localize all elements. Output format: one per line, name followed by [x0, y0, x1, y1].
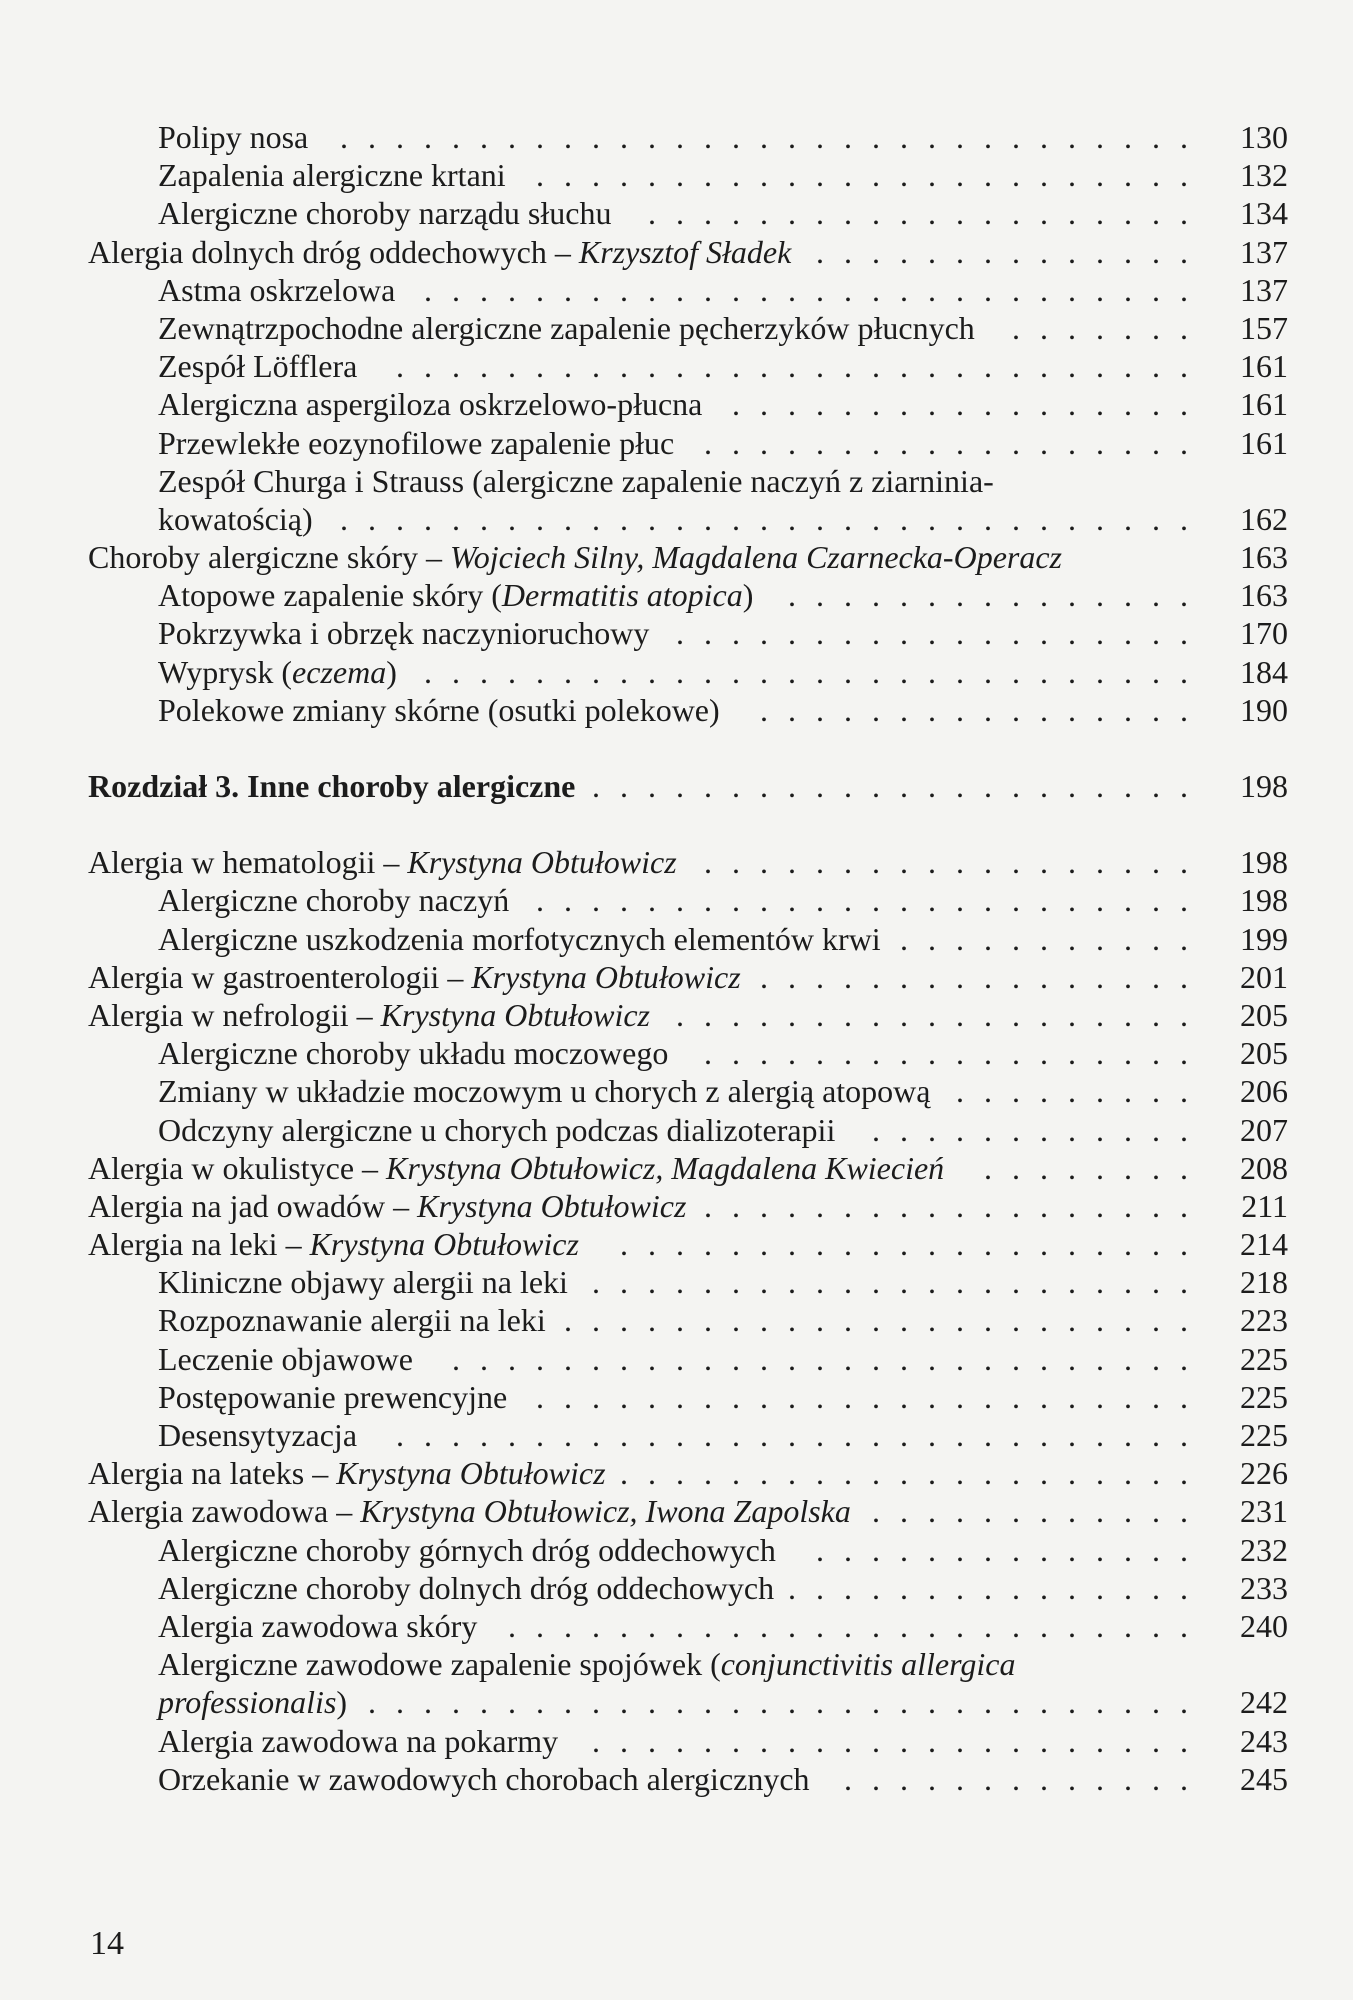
entry-text: Kliniczne objawy alergii na leki	[158, 1264, 568, 1301]
toc-page-number: 134	[1240, 195, 1288, 232]
toc-page-number: 199	[1240, 920, 1288, 957]
entry-author-or-term: professionalis	[158, 1684, 337, 1721]
entry-text: Alergiczne choroby narządu słuchu	[158, 195, 612, 232]
dot-leader: ........	[984, 1149, 1208, 1186]
toc-entry	[88, 1149, 1288, 1187]
entry-text: Alergia w hematologii –	[88, 844, 408, 881]
toc-entry-title	[158, 1645, 1015, 1683]
toc-entry	[88, 614, 1288, 652]
entry-text: Leczenie objawowe	[158, 1340, 413, 1377]
toc-page-number: 130	[1240, 119, 1288, 155]
toc-page-number: 162	[1240, 500, 1288, 537]
toc-page-number: 223	[1240, 1302, 1288, 1339]
toc-page-number: 243	[1240, 1722, 1288, 1759]
toc-page-number: 225	[1240, 1378, 1288, 1415]
toc-page-number: 170	[1240, 615, 1288, 652]
toc-entry	[88, 1531, 1288, 1569]
dot-leader: ............	[872, 1111, 1208, 1148]
toc-entry	[88, 233, 1288, 271]
entry-text: Rozpoznawanie alergii na leki	[158, 1302, 546, 1339]
entry-author-or-term: Wojciech Silny, Magdalena Czarnecka-Operacz	[449, 539, 1062, 576]
toc-entry	[88, 1263, 1288, 1301]
entry-text: Alergia w gastroenterologii –	[88, 958, 472, 995]
toc-page-number: 205	[1240, 1035, 1288, 1072]
toc-entry	[88, 1340, 1288, 1378]
toc-entry-title	[158, 1340, 413, 1378]
toc-entry-title	[158, 1569, 774, 1607]
entry-text: Postępowanie prewencyjne	[158, 1378, 508, 1415]
toc-entry	[88, 1722, 1288, 1760]
entry-text: Orzekanie w zawodowych chorobach alergicznych	[158, 1760, 810, 1797]
toc-page-number: 137	[1240, 271, 1288, 308]
toc-page-number: 163	[1240, 577, 1288, 614]
entry-text: Atopowe zapalenie skóry (	[158, 577, 502, 614]
entry-text: Alergia zawodowa skóry	[158, 1607, 478, 1644]
toc-entry	[88, 1187, 1288, 1225]
toc-entry	[88, 881, 1288, 919]
dot-leader: ..............	[816, 1531, 1208, 1568]
dot-leader: ............................	[424, 653, 1208, 690]
toc-entry-title	[158, 347, 357, 385]
toc-page-number: 218	[1240, 1264, 1288, 1301]
dot-leader: ................	[760, 958, 1208, 995]
toc-page-number: 198	[1240, 768, 1288, 804]
toc-entry-title	[88, 1187, 686, 1225]
toc-entry-title	[158, 309, 975, 347]
toc-entry	[88, 424, 1288, 462]
entry-text: Alergia na leki –	[88, 1226, 310, 1263]
toc-page-number: 198	[1240, 882, 1288, 919]
toc-entry	[88, 576, 1288, 614]
toc-page-number: 161	[1240, 386, 1288, 423]
entry-text: Alergia na lateks –	[88, 1455, 337, 1492]
dot-leader: ................	[760, 691, 1208, 728]
toc-page-number: 225	[1240, 1340, 1288, 1377]
dot-leader: ....................	[648, 195, 1208, 232]
toc-entry	[88, 156, 1288, 194]
entry-text: Alergia zawodowa na pokarmy	[158, 1722, 559, 1759]
toc-page-number: 242	[1240, 1684, 1288, 1721]
toc-entry	[88, 1760, 1288, 1798]
toc-entry-title	[88, 1454, 606, 1492]
dot-leader: .........................	[508, 1607, 1208, 1644]
toc-entry-title	[88, 1149, 944, 1187]
toc-page-number: 201	[1240, 958, 1288, 995]
toc-entry-title	[158, 1263, 568, 1301]
toc-entry-title	[88, 767, 575, 805]
entry-text: Polipy nosa	[158, 119, 309, 155]
entry-text: Zespół Löfflera	[158, 348, 358, 385]
toc-entry-title	[88, 843, 677, 881]
toc-entry	[88, 1492, 1288, 1530]
dot-leader: .............	[844, 1760, 1208, 1797]
toc-entry-title	[88, 1492, 851, 1530]
entry-author-or-term: Krystyna Obtułowicz, Iwona Zapolska	[360, 1493, 851, 1530]
entry-text: Alergiczna aspergiloza oskrzelowo-płucna	[158, 386, 703, 423]
toc-entry-title	[158, 385, 702, 423]
dot-leader: ..................	[704, 844, 1208, 881]
dot-leader: .....................	[620, 1455, 1208, 1492]
toc-page-number: 157	[1240, 309, 1288, 346]
entry-text: Alergia w nefrologii –	[88, 996, 381, 1033]
entry-text: Choroby alergiczne skóry –	[88, 539, 450, 576]
toc-entry	[88, 843, 1288, 881]
entry-text: Wyprysk (	[158, 653, 293, 690]
toc-entry	[88, 462, 1288, 500]
toc-entry-title	[88, 996, 650, 1034]
toc-entry	[88, 691, 1288, 729]
toc-page-number: 161	[1240, 348, 1288, 385]
toc-entry	[88, 1569, 1288, 1607]
entry-author-or-term: Krystyna Obtułowicz	[309, 1226, 579, 1263]
entry-text: Polekowe zmiany skórne (osutki polekowe)	[158, 691, 720, 728]
toc-entry-title	[158, 691, 720, 729]
toc-entry-title	[158, 1531, 776, 1569]
toc-page-number: 211	[1241, 1187, 1288, 1224]
toc-page-number: 137	[1240, 233, 1288, 270]
toc-page-number: 233	[1240, 1569, 1288, 1606]
toc-entry-title	[88, 1225, 579, 1263]
toc-entry	[88, 1111, 1288, 1149]
dot-leader: ...........................	[452, 1340, 1208, 1377]
toc-entry-title	[158, 194, 611, 232]
entry-author-or-term: Krystyna Obtułowicz	[417, 1187, 687, 1224]
toc-page-number: 232	[1240, 1531, 1288, 1568]
toc-page-number: 206	[1240, 1073, 1288, 1110]
toc-entry	[88, 1225, 1288, 1263]
toc-page-number: 240	[1240, 1607, 1288, 1644]
dot-leader: ..................	[704, 424, 1208, 461]
table-of-contents	[88, 118, 1288, 1798]
entry-author-or-term: Krystyna Obtułowicz	[336, 1455, 606, 1492]
toc-entry-title	[158, 614, 649, 652]
toc-entry	[88, 500, 1288, 538]
toc-page-number: 225	[1240, 1417, 1288, 1453]
entry-text: Zewnątrzpochodne alergiczne zapalenie pęcherzyków płucnych	[158, 309, 975, 346]
spacer	[88, 729, 1288, 767]
toc-page-number: 132	[1240, 157, 1288, 194]
toc-page-number: 207	[1240, 1111, 1288, 1148]
dot-leader: ...............................	[340, 119, 1208, 155]
toc-entry-title	[158, 1111, 835, 1149]
toc-entry	[88, 118, 1288, 156]
toc-entry-title	[158, 118, 308, 156]
dot-leader: ...................	[676, 996, 1208, 1033]
dot-leader: ...................	[676, 615, 1208, 652]
toc-entry	[88, 958, 1288, 996]
entry-text: Zapalenia alergiczne krtani	[158, 157, 506, 194]
toc-entry-title	[88, 958, 741, 996]
toc-entry-title	[158, 462, 994, 500]
entry-text: Alergiczne uszkodzenia morfotycznych elementów krwi	[158, 920, 881, 957]
dot-leader: .................	[732, 386, 1208, 423]
dot-leader: .....................	[620, 1226, 1208, 1263]
entry-author-or-term: conjunctivitis allergica	[720, 1646, 1016, 1683]
dot-leader: ........................	[536, 882, 1208, 919]
toc-entry	[88, 1645, 1288, 1683]
toc-entry	[88, 271, 1288, 309]
toc-page-number: 226	[1240, 1455, 1288, 1492]
toc-entry	[88, 1072, 1288, 1110]
toc-entry-title	[158, 1683, 347, 1721]
toc-entry	[88, 1683, 1288, 1721]
dot-leader: ...........	[900, 920, 1208, 957]
entry-text: Alergiczne choroby dolnych dróg oddechowych	[158, 1569, 775, 1606]
toc-entry-title	[158, 1416, 357, 1454]
toc-page-number: 161	[1240, 424, 1288, 461]
page-number: 14	[90, 1925, 124, 1962]
dot-leader: ..................	[704, 1035, 1208, 1072]
toc-entry-title	[88, 538, 1062, 576]
toc-entry-title	[158, 156, 506, 194]
toc-entry	[88, 1454, 1288, 1492]
toc-entry-title	[158, 920, 881, 958]
toc-page-number: 231	[1240, 1493, 1288, 1530]
spacer	[88, 805, 1288, 843]
dot-leader: .......	[1012, 309, 1208, 346]
dot-leader: .............................	[396, 1417, 1208, 1453]
toc-entry	[88, 1378, 1288, 1416]
entry-text: Desensytyzacja	[158, 1417, 358, 1453]
entry-text: Alergiczne choroby górnych dróg oddechowych	[158, 1531, 776, 1568]
dot-leader: ......................	[592, 1722, 1208, 1759]
dot-leader: ........................	[536, 157, 1208, 194]
entry-author-or-term: Krzysztof Sładek	[578, 233, 792, 270]
toc-page-number: 208	[1240, 1149, 1288, 1186]
toc-entry	[88, 385, 1288, 423]
entry-text: Astma oskrzelowa	[158, 271, 396, 308]
toc-entry-title	[158, 271, 395, 309]
toc-entry-title	[158, 500, 313, 538]
entry-text: Alergia w okulistyce –	[88, 1149, 387, 1186]
dot-leader: .............................	[396, 348, 1208, 385]
dot-leader: ..................	[704, 1187, 1208, 1224]
entry-text: Odczyny alergiczne u chorych podczas dializoterapii	[158, 1111, 836, 1148]
entry-author-or-term: Krystyna Obtułowicz	[407, 844, 677, 881]
toc-entry-title	[158, 881, 509, 919]
toc-entry-title	[158, 576, 753, 614]
toc-page-number: 190	[1240, 691, 1288, 728]
dot-leader: ......................	[592, 768, 1208, 804]
toc-entry-title	[158, 1301, 546, 1339]
dot-leader: .........	[956, 1073, 1208, 1110]
toc-entry	[88, 309, 1288, 347]
entry-text: Zespół Churga i Strauss (alergiczne zapalenie naczyń z ziarninia-	[158, 462, 994, 499]
toc-entry	[88, 347, 1288, 385]
entry-text: Pokrzywka i obrzęk naczynioruchowy	[158, 615, 650, 652]
entry-text: Zmiany w układzie moczowym u chorych z alergią atopową	[158, 1073, 931, 1110]
entry-text: Alergia zawodowa –	[88, 1493, 361, 1530]
toc-entry-title	[158, 1034, 668, 1072]
toc-entry-title	[158, 1607, 477, 1645]
toc-entry-title	[158, 1072, 930, 1110]
toc-entry	[88, 653, 1288, 691]
toc-entry-title	[158, 1760, 810, 1798]
entry-text: Alergiczne choroby naczyń	[158, 882, 510, 919]
entry-text: Przewlekłe eozynofilowe zapalenie płuc	[158, 424, 675, 461]
toc-entry-title	[158, 653, 397, 691]
dot-leader: ..............	[816, 233, 1208, 270]
dot-leader: ......................	[592, 1264, 1208, 1301]
entry-author-or-term: Krystyna Obtułowicz, Magdalena Kwiecień	[386, 1149, 945, 1186]
toc-entry-title	[158, 424, 674, 462]
dot-leader: ........................	[536, 1378, 1208, 1415]
dot-leader: ...............................	[340, 500, 1208, 537]
dot-leader: ...............	[788, 577, 1208, 614]
toc-entry	[88, 1034, 1288, 1072]
toc-page-number: 245	[1240, 1760, 1288, 1797]
toc-entry	[88, 194, 1288, 232]
toc-entry-title	[88, 233, 791, 271]
toc-entry	[88, 996, 1288, 1034]
dot-leader: ............	[872, 1493, 1208, 1530]
entry-text-suffix: )	[742, 577, 754, 614]
entry-text: Rozdział 3. Inne choroby alergiczne	[88, 768, 576, 804]
entry-text-suffix: )	[336, 1684, 348, 1721]
entry-author-or-term: Krystyna Obtułowicz	[380, 996, 650, 1033]
entry-text-suffix: )	[386, 653, 397, 690]
entry-author-or-term: eczema	[292, 653, 387, 690]
toc-entry	[88, 1301, 1288, 1339]
entry-author-or-term: Krystyna Obtułowicz	[471, 958, 741, 995]
entry-author-or-term: Dermatitis atopica	[501, 577, 743, 614]
toc-page-number: 214	[1240, 1226, 1288, 1263]
entry-text: kowatością)	[158, 500, 313, 537]
dot-leader: ..............................	[368, 1684, 1208, 1721]
toc-entry	[88, 1607, 1288, 1645]
entry-text: Alergiczne zawodowe zapalenie spojówek (	[158, 1646, 721, 1683]
entry-text: Alergia na jad owadów –	[88, 1187, 418, 1224]
toc-entry-title	[158, 1378, 507, 1416]
chapter-heading	[88, 767, 1288, 805]
toc-page-number: 205	[1240, 996, 1288, 1033]
dot-leader: ...............	[788, 1569, 1208, 1606]
entry-text: Alergiczne choroby układu moczowego	[158, 1035, 669, 1072]
entry-text: Alergia dolnych dróg oddechowych –	[88, 233, 579, 270]
toc-entry	[88, 1416, 1288, 1454]
toc-entry-title	[158, 1722, 558, 1760]
dot-leader: ............................	[424, 271, 1208, 308]
toc-entry	[88, 920, 1288, 958]
toc-entry	[88, 538, 1288, 576]
dot-leader: .......................	[564, 1302, 1208, 1339]
toc-page-number: 163	[1240, 539, 1288, 576]
toc-page-number: 184	[1240, 653, 1288, 690]
toc-page-number: 198	[1240, 844, 1288, 881]
